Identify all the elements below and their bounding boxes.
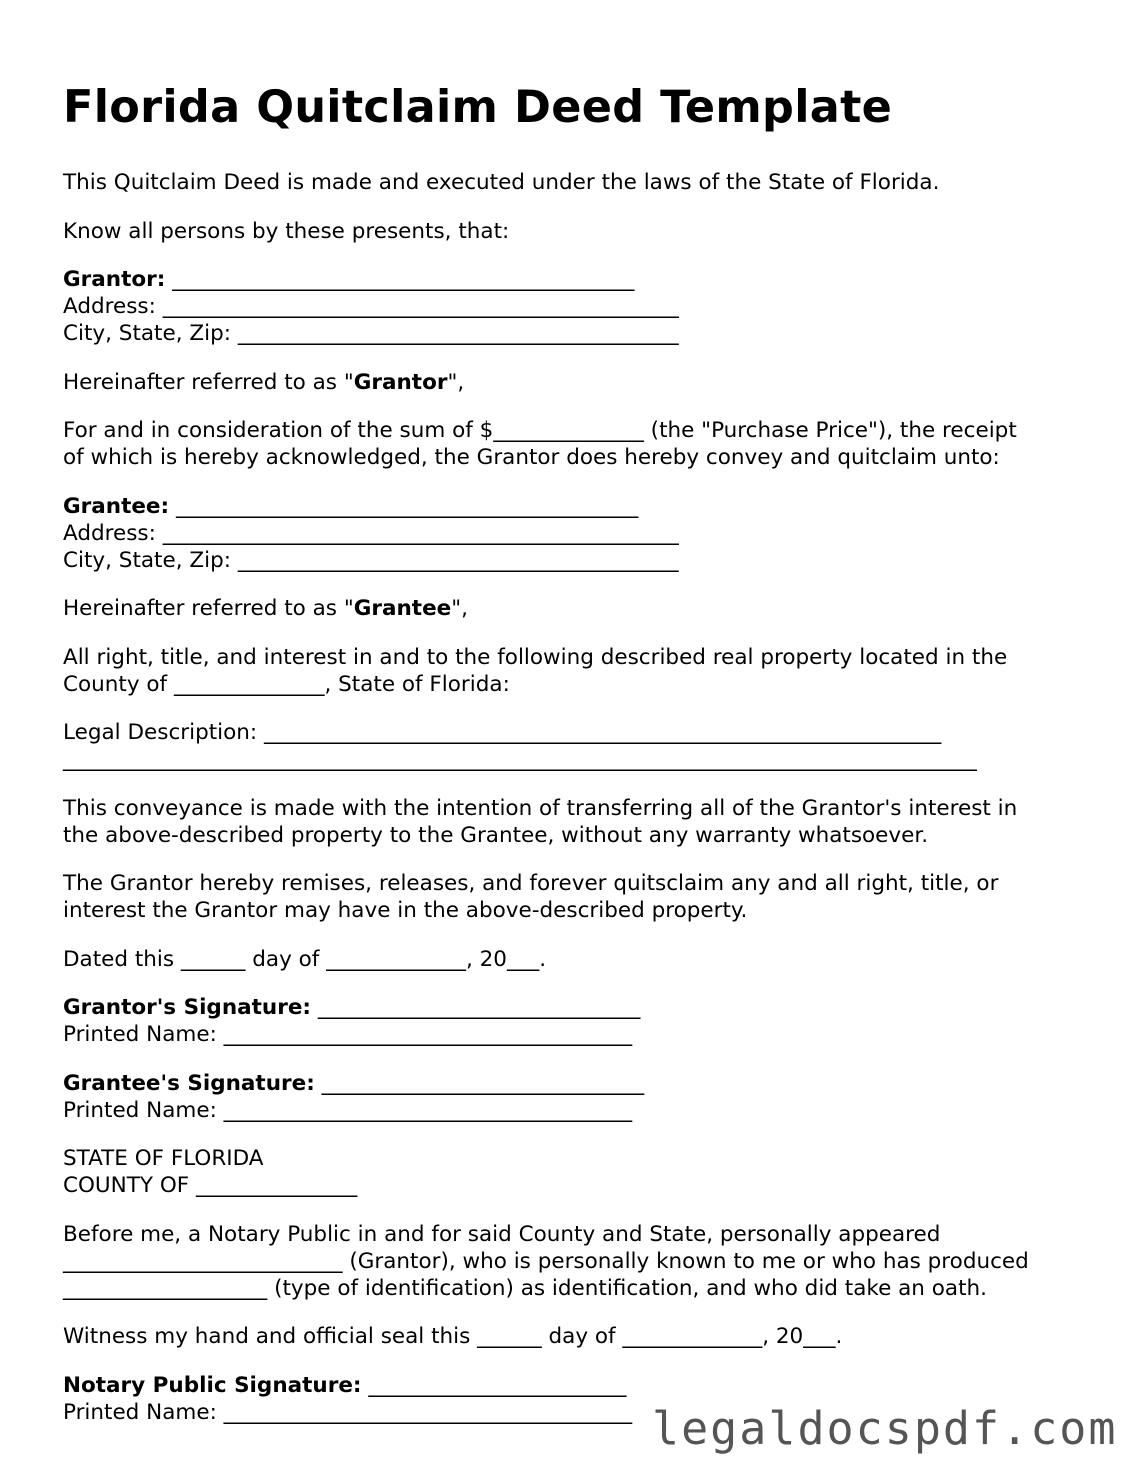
notary-signature-line: Notary Public Signature: ________________________ [63, 1372, 627, 1398]
remise-line-1: The Grantor hereby remises, releases, and forever quitsclaim any and all right, title, or [63, 871, 999, 896]
grantee-signature-line: Grantee's Signature: ______________________________ [63, 1070, 645, 1096]
legal-description-line-1: Legal Description: _______________________________________________________________ [63, 720, 942, 745]
conveyance-line-2: the above-described property to the Grantee, without any warranty whatsoever. [63, 822, 929, 848]
notary-printed-name-line: Printed Name: ______________________________________ [63, 1399, 633, 1425]
grantor-city-line: City, State, Zip: _________________________________________ [63, 321, 679, 346]
consideration-line-2: of which is hereby acknowledged, the Grantor does hereby convey and quitclaim unto: [63, 445, 1000, 470]
consideration-line-1: For and in consideration of the sum of $______________ (the "Purchase Price"), the receipt [63, 418, 1017, 443]
state-line: STATE OF FLORIDA [63, 1146, 264, 1171]
grantor-label: Grantor: [63, 267, 166, 292]
grantee-address-line: Address: ________________________________________________ [63, 520, 679, 546]
property-line-2: County of ______________, State of Florida: [63, 671, 510, 697]
grantee-printed-name-line: Printed Name: ______________________________________ [63, 1097, 633, 1123]
grantee-city-line: City, State, Zip: _________________________________________ [63, 547, 679, 573]
grantor-name-blank: ___________________________________________ [165, 267, 635, 292]
legal-description-line-2: _____________________________________________________________________________________ [63, 747, 977, 772]
intro-text: This Quitclaim Deed is made and executed under the laws of the State of Florida. [63, 170, 940, 195]
grantee-name-line [63, 493, 1093, 520]
grantee-signature-label: Grantee's Signature: [63, 1070, 315, 1096]
document-title: Florida Quitclaim Deed Template [63, 82, 893, 133]
know-all-text: Know all persons by these presents, that: [63, 218, 510, 244]
notary-text-line-1: Before me, a Notary Public in and for said County and State, personally appeared [63, 1221, 941, 1247]
grantee-reference-term: Grantee [353, 596, 452, 621]
grantee-reference: Hereinafter referred to as "Grantee", [63, 596, 468, 621]
notary-text-line-2: __________________________ (Grantor), who is personally known to me or who has produced [63, 1248, 1029, 1274]
grantor-address-line: Address: ________________________________________________ [63, 294, 679, 319]
grantor-signature-label: Grantor's Signature: [63, 995, 312, 1020]
notary-signature-label: Notary Public Signature: [63, 1372, 362, 1398]
deed-document [63, 80, 1093, 1426]
witness-line: Witness my hand and official seal this ______ day of _____________, 20___. [63, 1324, 843, 1349]
conveyance-line-1: This conveyance is made with the intention of transferring all of the Grantor's interest in [63, 795, 1018, 821]
grantor-name-line [63, 266, 1093, 293]
watermark-text: legaldocspdf.com [652, 1402, 1118, 1455]
grantor-reference: Hereinafter referred to as "Grantor", [63, 369, 465, 395]
grantor-reference-term: Grantor [353, 369, 448, 395]
remise-line-2: interest the Grantor may have in the above-described property. [63, 898, 748, 923]
notary-text-line-3: ___________________ (type of identification) as identification, and who did take an oath. [63, 1275, 987, 1301]
grantor-signature-line: Grantor's Signature: ______________________________ [63, 995, 641, 1020]
grantor-printed-name-line: Printed Name: ______________________________________ [63, 1022, 633, 1047]
grantee-name-blank: ___________________________________________ [169, 493, 639, 519]
property-line-1: All right, title, and interest in and to the following described real property located in the [63, 644, 1008, 670]
grantee-label: Grantee: [63, 493, 170, 519]
county-line: COUNTY OF _______________ [63, 1173, 358, 1198]
dated-line: Dated this ______ day of _____________, 20___. [63, 946, 547, 972]
